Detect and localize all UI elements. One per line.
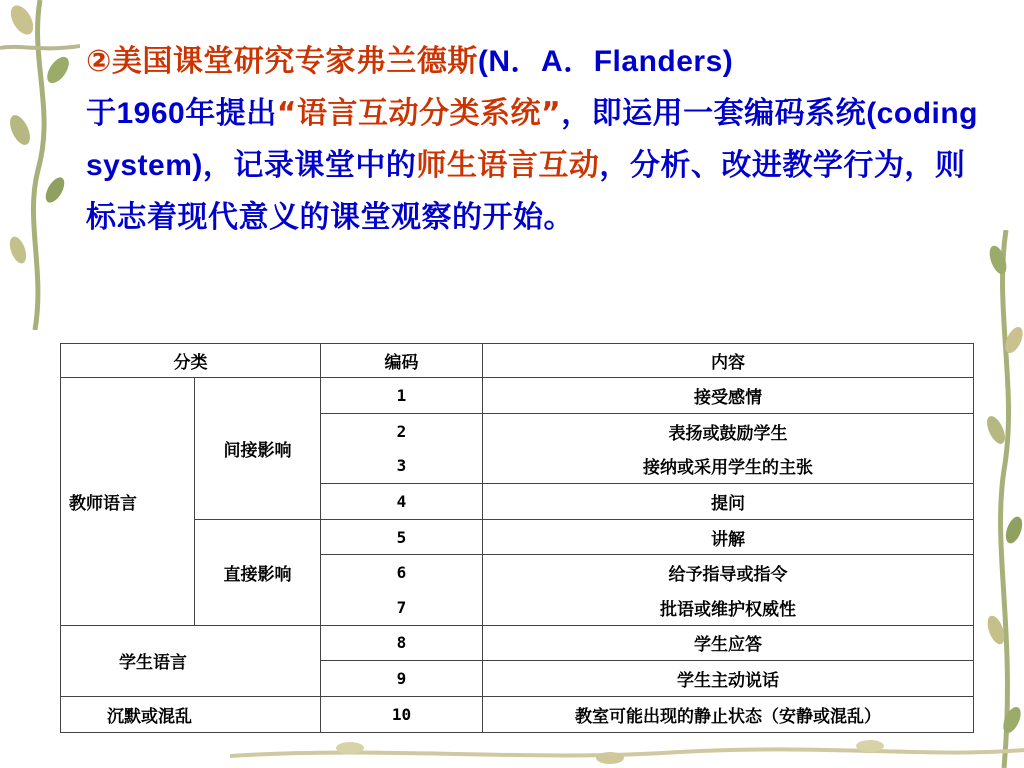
code-cell: 8 — [321, 625, 483, 661]
vine-decoration-left — [0, 0, 80, 330]
intro-year: 1960 — [116, 97, 186, 130]
code-cell: 5 — [321, 519, 483, 555]
table-row — [61, 625, 974, 661]
item-marker: ② — [86, 44, 112, 79]
header-category: 分类 — [61, 344, 321, 378]
intro-paragraph — [86, 36, 986, 244]
group-student-language: 学生语言 — [61, 625, 321, 697]
content-cell: 接受感情 — [483, 378, 974, 414]
content-cell: 批语或维护权威性 — [483, 590, 974, 625]
code-cell: 4 — [321, 483, 483, 519]
content-cell: 学生应答 — [483, 625, 974, 661]
intro-text-2: 年提出 — [185, 96, 277, 131]
content-cell: 表扬或鼓励学生 — [483, 413, 974, 448]
focus-phrase: 师生语言互动 — [416, 148, 600, 183]
intro-text-3: ，即运用一套编码系统 — [561, 96, 867, 131]
vine-decoration-right — [984, 230, 1024, 768]
content-cell: 讲解 — [483, 519, 974, 555]
expert-name: 美国课堂研究专家弗兰德斯 — [111, 44, 478, 79]
system-name: “语言互动分类系统” — [276, 96, 562, 131]
code-cell: 3 — [321, 448, 483, 483]
vine-decoration-bottom — [230, 728, 1024, 768]
header-code: 编码 — [321, 344, 483, 378]
table-row — [61, 697, 974, 733]
flanders-table-container — [60, 343, 974, 733]
code-cell: 2 — [321, 413, 483, 448]
table-row — [61, 519, 974, 555]
content-cell: 学生主动说话 — [483, 661, 974, 697]
group-silence-confusion: 沉默或混乱 — [61, 697, 321, 733]
code-cell: 6 — [321, 555, 483, 590]
intro-text-1: 于 — [86, 96, 117, 131]
expert-latin-name: (N．A．Flanders) — [477, 45, 734, 78]
flanders-coding-table — [60, 343, 974, 733]
coding-system-latin: (coding system) — [86, 97, 978, 182]
content-cell: 提问 — [483, 483, 974, 519]
code-cell: 10 — [321, 697, 483, 733]
intro-text-5: ，分析、改进教学行为，则标志着现代意义的课堂观察的开始。 — [86, 148, 966, 235]
content-cell: 给予指导或指令 — [483, 555, 974, 590]
code-cell: 1 — [321, 378, 483, 414]
intro-text-4: ，记录课堂中的 — [202, 148, 417, 183]
group-indirect-influence: 间接影响 — [195, 378, 321, 520]
content-cell: 接纳或采用学生的主张 — [483, 448, 974, 483]
code-cell: 7 — [321, 590, 483, 625]
group-teacher-language: 教师语言 — [61, 378, 195, 626]
table-row — [61, 378, 974, 414]
content-cell: 教室可能出现的静止状态（安静或混乱） — [483, 697, 974, 733]
group-direct-influence: 直接影响 — [195, 519, 321, 625]
code-cell: 9 — [321, 661, 483, 697]
table-header-row — [61, 344, 974, 378]
header-content: 内容 — [483, 344, 974, 378]
